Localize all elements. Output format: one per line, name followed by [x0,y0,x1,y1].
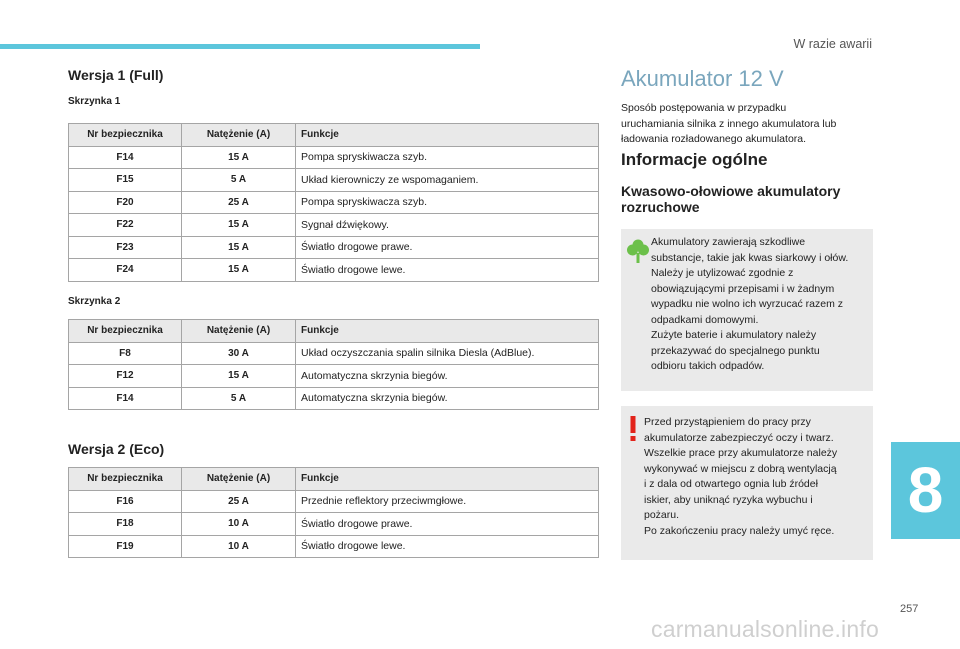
section-header: W razie awarii [793,37,872,51]
text-line: uruchamiania silnika z innego akumulatora lub [621,117,837,130]
intro-paragraph [621,101,876,148]
fuse-number-cell: F19 [69,535,182,558]
table-row [69,214,599,237]
current-cell: 25 A [182,191,296,214]
col-header-fuse-number: Nr bezpiecznika [69,124,182,147]
box-1-title: Skrzynka 1 [68,96,121,107]
col-header-functions: Funkcje [296,468,599,491]
text-line: rozruchowe [621,199,700,215]
text-line: odbioru takich odpadów. [651,360,765,372]
fuse-table-box-2 [68,319,599,410]
function-cell: Światło drogowe lewe. [296,259,599,282]
fuse-number-cell: F23 [69,236,182,259]
chapter-tab [891,442,960,539]
safety-warning-text [644,415,865,539]
text-line: Akumulatory zawierają szkodliwe [651,236,806,248]
current-cell: 15 A [182,236,296,259]
table-header-row [69,468,599,491]
text-line: przekazywać do specjalnego punktu [651,344,820,357]
current-cell: 5 A [182,169,296,192]
function-cell: Światło drogowe prawe. [296,513,599,536]
function-cell: Układ kierowniczy ze wspomaganiem. [296,169,599,192]
box-2-title: Skrzynka 2 [68,296,121,307]
fuse-table-eco [68,467,599,558]
table-row [69,490,599,513]
table-row [69,191,599,214]
col-header-fuse-number: Nr bezpiecznika [69,320,182,343]
table-row [69,535,599,558]
text-line: substancje, takie jak kwas siarkowy i ołów. [651,251,849,264]
current-cell: 10 A [182,535,296,558]
fuse-number-cell: F18 [69,513,182,536]
environment-note-text [651,235,867,375]
table-row [69,387,599,410]
table-row [69,513,599,536]
fuse-number-cell: F15 [69,169,182,192]
fuse-table-box-1 [68,123,599,282]
text-line: akumulatorze zabezpieczyć oczy i twarz. [644,431,834,444]
watermark: carmanualsonline.info [651,616,879,642]
text-line: odpadkami domowymi. [651,313,759,326]
fuse-number-cell: F24 [69,259,182,282]
col-header-current: Natężenie (A) [182,124,296,147]
text-line: Wszelkie prace przy akumulatorze należy [644,447,838,459]
text-line: Po zakończeniu pracy należy umyć ręce. [644,524,835,537]
function-cell: Automatyczna skrzynia biegów. [296,365,599,388]
col-header-functions: Funkcje [296,124,599,147]
lead-acid-heading [621,183,881,215]
function-cell: Automatyczna skrzynia biegów. [296,387,599,410]
version-2-title: Wersja 2 (Eco) [68,441,165,457]
function-cell: Przednie reflektory przeciwmgłowe. [296,490,599,513]
current-cell: 10 A [182,513,296,536]
text-line: i z dala od otwartego ognia lub źródeł [644,478,818,490]
header-accent-bar [0,44,480,49]
function-cell: Pompa spryskiwacza szyb. [296,191,599,214]
current-cell: 15 A [182,146,296,169]
function-cell: Pompa spryskiwacza szyb. [296,146,599,169]
text-line: wypadku nie wolno ich wyrzucać razem z [651,298,843,310]
text-line: obowiązującymi przepisami i w żadnym [651,282,835,295]
table-row [69,365,599,388]
current-cell: 25 A [182,490,296,513]
battery-section-title: Akumulator 12 V [621,66,784,91]
fuse-number-cell: F16 [69,490,182,513]
current-cell: 15 A [182,259,296,282]
table-row [69,146,599,169]
text-line: Należy je utylizować zgodnie z [651,267,794,279]
fuse-number-cell: F20 [69,191,182,214]
version-1-title: Wersja 1 (Full) [68,67,164,83]
text-line: iskier, aby uniknąć ryzyka wybuchu i [644,493,813,506]
col-header-functions: Funkcje [296,320,599,343]
fuse-number-cell: F14 [69,387,182,410]
text-line: wykonywać w miejscu z dobrą wentylacją [644,462,837,475]
function-cell: Sygnał dźwiękowy. [296,214,599,237]
col-header-fuse-number: Nr bezpiecznika [69,468,182,491]
function-cell: Światło drogowe lewe. [296,535,599,558]
table-header-row [69,124,599,147]
text-line: Zużyte baterie i akumulatory należy [651,329,817,341]
fuse-number-cell: F12 [69,365,182,388]
text-line: Kwasowo-ołowiowe akumulatory [621,183,841,199]
table-row [69,169,599,192]
current-cell: 5 A [182,387,296,410]
current-cell: 30 A [182,342,296,365]
current-cell: 15 A [182,214,296,237]
function-cell: Światło drogowe prawe. [296,236,599,259]
safety-warning-note [621,406,873,560]
environment-note [621,229,873,391]
table-row [69,236,599,259]
function-cell: Układ oczyszczania spalin silnika Diesla (AdBlue). [296,342,599,365]
current-cell: 15 A [182,365,296,388]
page-number: 257 [900,603,919,615]
col-header-current: Natężenie (A) [182,468,296,491]
general-info-heading: Informacje ogólne [621,150,768,169]
fuse-number-cell: F22 [69,214,182,237]
table-header-row [69,320,599,343]
text-line: Sposób postępowania w przypadku [621,102,787,114]
col-header-current: Natężenie (A) [182,320,296,343]
text-line: Przed przystąpieniem do pracy przy [644,416,811,428]
exclamation-icon [627,416,639,442]
fuse-number-cell: F8 [69,342,182,365]
chapter-number: 8 [907,454,944,526]
text-line: pożaru. [644,509,680,521]
tree-icon [627,239,649,263]
table-row [69,342,599,365]
table-row [69,259,599,282]
fuse-number-cell: F14 [69,146,182,169]
text-line: ładowania rozładowanego akumulatora. [621,133,807,145]
